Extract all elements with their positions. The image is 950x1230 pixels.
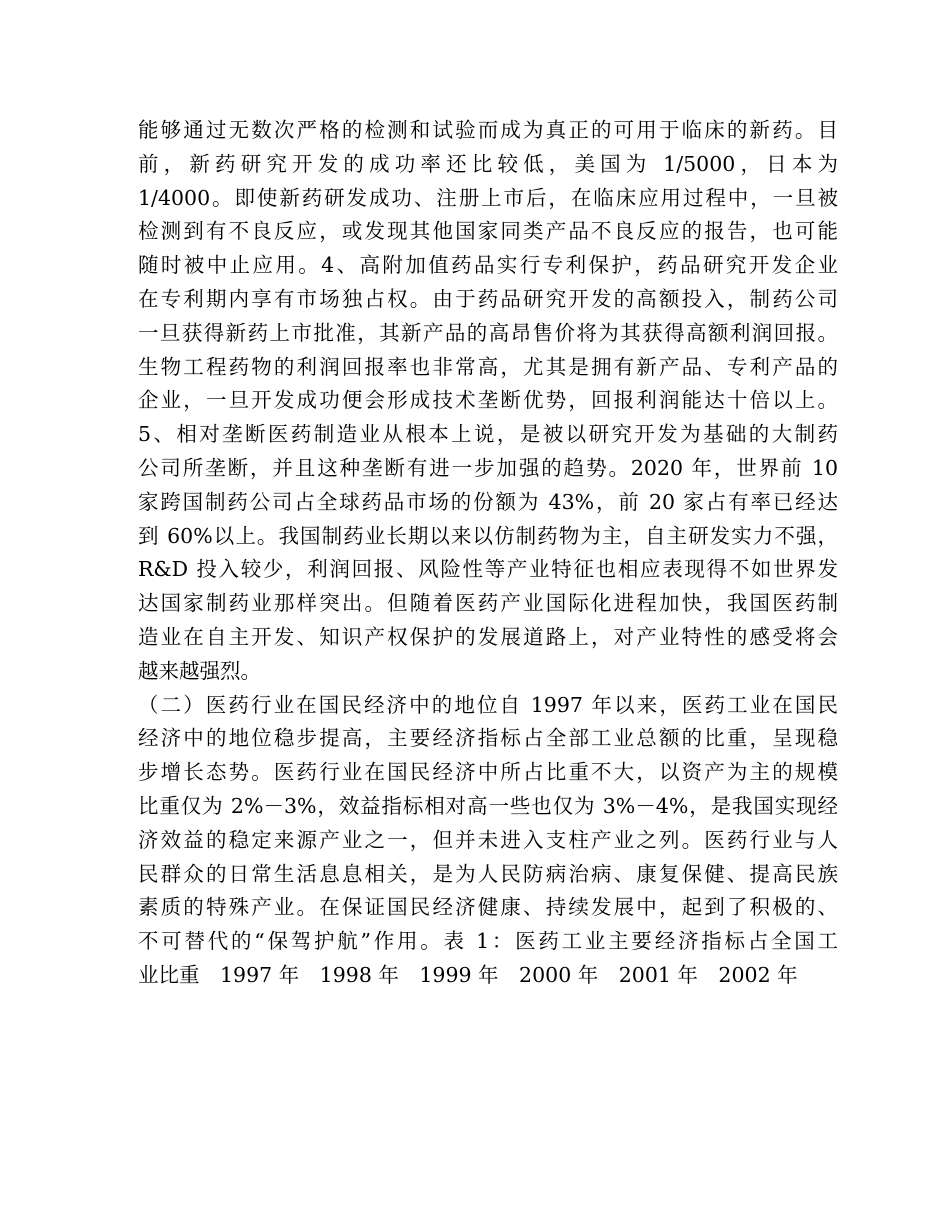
text-line: 随时被中止应用。4、高附加值药品实行专利保护，药品研究开发企业 [138, 253, 838, 278]
text-line: （二）医药行业在国民经济中的地位自 1997 年以来，医药工业在国民 [138, 692, 838, 717]
text-line: 民群众的日常生活息息相关，是为人民防病治病、康复保健、提高民族 [138, 861, 838, 886]
body-text [138, 114, 838, 993]
text-line: 达国家制药业那样突出。但随着医药产业国际化进程加快，我国医药制 [138, 591, 838, 616]
text-line: R&D 投入较少，利润回报、风险性等产业特征也相应表现得不如世界发 [138, 557, 838, 582]
text-line: 经济中的地位稳步提高，主要经济指标占全部工业总额的比重，呈现稳 [138, 726, 838, 751]
text-line: 5、相对垄断医药制造业从根本上说，是被以研究开发为基础的大制药 [138, 422, 838, 447]
text-line: 生物工程药物的利润回报率也非常高，尤其是拥有新产品、专利产品的 [138, 354, 838, 379]
text-line: 能够通过无数次严格的检测和试验而成为真正的可用于临床的新药。目 [138, 118, 838, 142]
text-line: 素质的特殊产业。在保证国民经济健康、持续发展中，起到了积极的、 [138, 895, 838, 920]
text-line: 业比重 1997 年 1998 年 1999 年 2000 年 2001 年 2002 年 [138, 962, 798, 987]
text-line: 不可替代的“保驾护航”作用。表 1：医药工业主要经济指标占全国工 [138, 929, 838, 954]
text-line: 济效益的稳定来源产业之一，但并未进入支柱产业之列。医药行业与人 [138, 827, 838, 852]
text-line: 造业在自主开发、知识产权保护的发展道路上，对产业特性的感受将会 [138, 624, 838, 649]
text-line: 1/4000。即使新药研发成功、注册上市后，在临床应用过程中，一旦被 [138, 185, 838, 210]
text-line: 一旦获得新药上市批准，其新产品的高昂售价将为其获得高额利润回报。 [138, 320, 838, 345]
text-line: 比重仅为 2%－3%，效益指标相对高一些也仅为 3%－4%，是我国实现经 [138, 793, 838, 818]
text-line: 到 60%以上。我国制药业长期以来以仿制药物为主，自主研发实力不强， [138, 523, 838, 548]
text-line: 前，新药研究开发的成功率还比较低，美国为 1/5000，日本为 [138, 151, 838, 176]
text-line: 企业，一旦开发成功便会形成技术垄断优势，回报利润能达十倍以上。 [138, 388, 838, 413]
text-line: 越来越强烈。 [138, 658, 261, 683]
text-line: 步增长态势。医药行业在国民经济中所占比重不大，以资产为主的规模 [138, 760, 838, 785]
text-line: 在专利期内享有市场独占权。由于药品研究开发的高额投入，制药公司 [138, 286, 838, 311]
text-line: 家跨国制药公司占全球药品市场的份额为 43%，前 20 家占有率已经达 [138, 489, 838, 514]
text-line: 检测到有不良反应，或发现其他国家同类产品不良反应的报告，也可能 [138, 219, 838, 244]
text-line: 公司所垄断，并且这种垄断有进一步加强的趋势。2020 年，世界前 10 [138, 455, 838, 480]
